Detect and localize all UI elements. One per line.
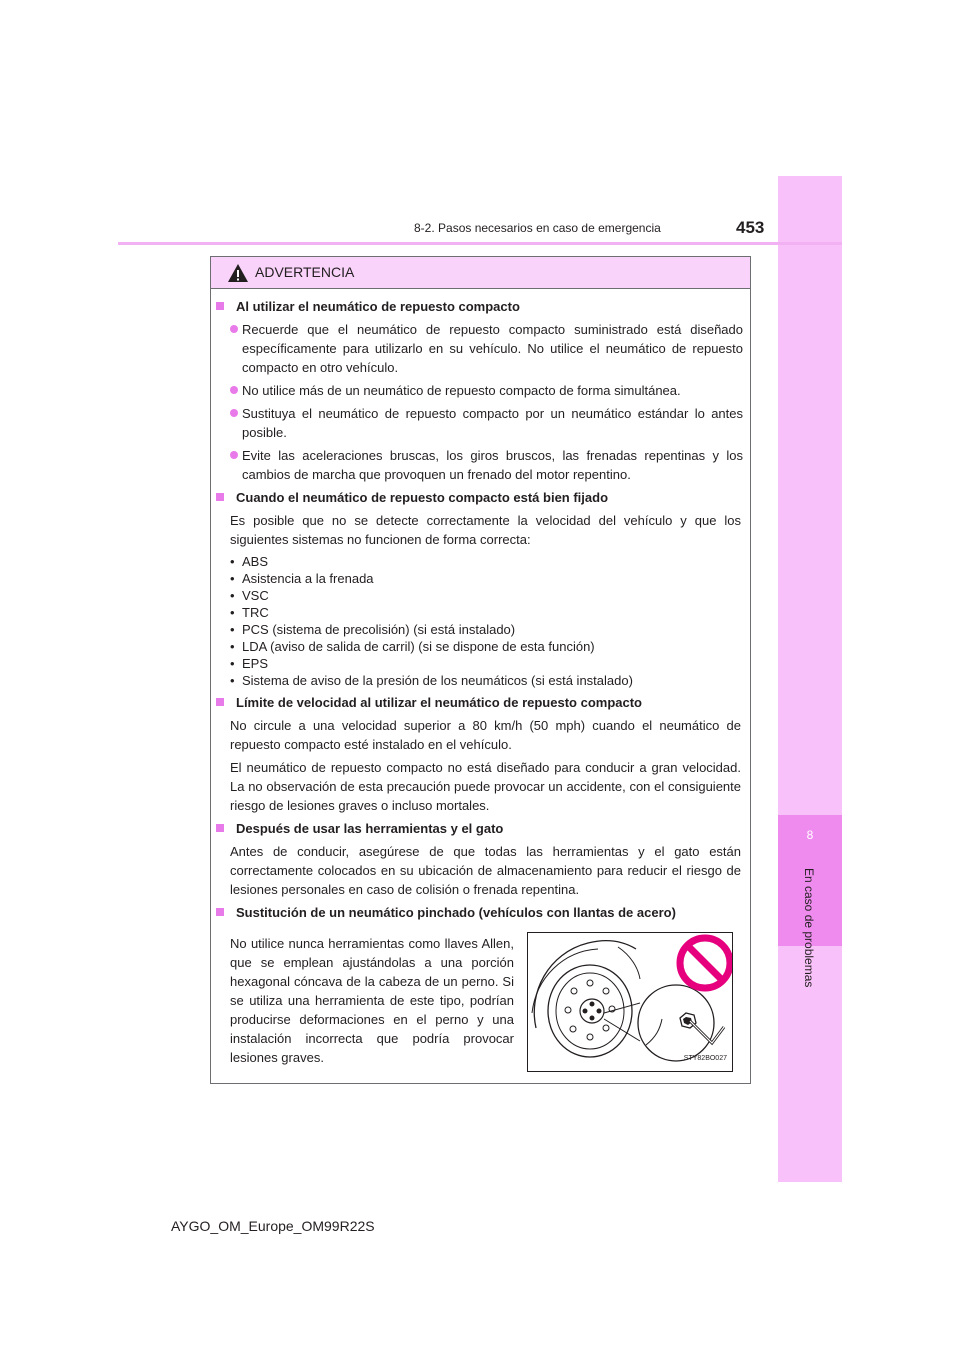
- paragraph: El neumático de repuesto compacto no está diseñado para conducir a gran velocidad. La no observación de esta precaución puede provocar un accidente, con el consiguiente riesgo de lesiones graves o incluso mortales.: [230, 760, 741, 813]
- bullet-item: Recuerde que el neumático de repuesto compacto suministrado está diseñado específicamente para utilizarlo en su vehículo. No utilice el neumático de repuesto compacto en otro vehículo.: [211, 320, 743, 377]
- list-item: • Sistema de aviso de la presión de los neumáticos (si está instalado): [230, 672, 750, 689]
- square-bullet-icon: [216, 908, 224, 916]
- section-heading: Al utilizar el neumático de repuesto compacto: [215, 297, 750, 316]
- round-bullet-icon: [230, 409, 238, 417]
- round-bullet-icon: [230, 451, 238, 459]
- list-item: • Asistencia a la frenada: [230, 570, 750, 587]
- systems-list: [230, 553, 750, 689]
- final-section-row: [211, 932, 750, 1072]
- wheel-bolt-illustration: [527, 932, 733, 1072]
- bullet-item: No utilice más de un neumático de repuesto compacto de forma simultánea.: [211, 381, 743, 400]
- chapter-number: 8: [806, 828, 814, 842]
- round-bullet-icon: [230, 325, 238, 333]
- square-bullet-icon: [216, 302, 224, 310]
- section-heading: Después de usar las herramientas y el gato: [215, 819, 750, 838]
- paragraph: Antes de conducir, asegúrese de que todas las herramientas y el gato están correctamente colocados en su ubicación de almacenamiento para reducir el riesgo de lesiones personales en caso de colisión o frenada repentina.: [230, 844, 741, 897]
- document-code: AYGO_OM_Europe_OM99R22S: [171, 1218, 375, 1234]
- section-heading: Cuando el neumático de repuesto compacto está bien fijado: [215, 488, 750, 507]
- list-item: • VSC: [230, 587, 750, 604]
- warning-body: [211, 297, 750, 1072]
- paragraph: No utilice nunca herramientas como llaves Allen, que se emplean ajustándolas a una porción hexagonal cóncava de la cabeza de un perno. Si se utiliza una herramienta de este tipo, podrían producirse deformaciones en el perno y una instalación incorrecta que podría provocar lesiones graves.: [230, 936, 514, 1065]
- header-divider: [118, 242, 842, 245]
- square-bullet-icon: [216, 824, 224, 832]
- round-bullet-icon: [230, 386, 238, 394]
- section-heading: Sustitución de un neumático pinchado (vehículos con llantas de acero): [215, 903, 750, 922]
- list-item: • EPS: [230, 655, 750, 672]
- chapter-title: En caso de problemas: [802, 868, 816, 988]
- list-item: • PCS (sistema de precolisión) (si está instalado): [230, 621, 750, 638]
- warning-box: [210, 256, 751, 1084]
- warning-triangle-icon: [227, 263, 249, 288]
- section-heading: Límite de velocidad al utilizar el neumático de repuesto compacto: [215, 693, 750, 712]
- list-item: • TRC: [230, 604, 750, 621]
- warning-title: ADVERTENCIA: [255, 264, 355, 280]
- square-bullet-icon: [216, 493, 224, 501]
- page-number: 453: [736, 218, 765, 237]
- section-title: 8-2. Pasos necesarios en caso de emergencia: [414, 221, 661, 235]
- list-item: • LDA (aviso de salida de carril) (si se dispone de esta función): [230, 638, 750, 655]
- bullet-item: Sustituya el neumático de repuesto compacto por un neumático estándar lo antes posible.: [211, 404, 743, 442]
- figure-code: STY82BO027: [683, 1055, 727, 1062]
- paragraph: Es posible que no se detecte correctamente la velocidad del vehículo y que los siguientes sistemas no funcionen de forma correcta:: [230, 513, 741, 547]
- paragraph: No circule a una velocidad superior a 80 km/h (50 mph) cuando el neumático de repuesto compacto esté instalado en el vehículo.: [230, 718, 741, 752]
- list-item: • ABS: [230, 553, 750, 570]
- square-bullet-icon: [216, 698, 224, 706]
- warning-header: [211, 257, 750, 289]
- bullet-item: Evite las aceleraciones bruscas, los giros bruscos, las frenadas repentinas y los cambios de marcha que provoquen un frenado del motor repentino.: [211, 446, 743, 484]
